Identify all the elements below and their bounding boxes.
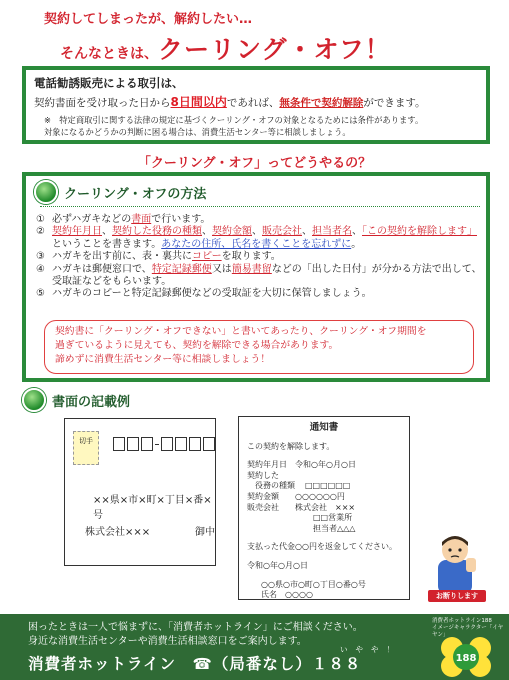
sender-name-row: 氏名 ○○○○: [261, 590, 313, 600]
postcard-back: [238, 416, 410, 600]
list-item: [36, 214, 484, 226]
footer-ruby: いやや！: [340, 645, 402, 654]
mascot-iyayan-icon: [438, 634, 494, 678]
list-item: [36, 288, 484, 300]
method-header: [34, 180, 206, 204]
header-line2: [60, 30, 391, 66]
recipient-honorific: 御中: [195, 527, 215, 538]
mascot-number: 188: [455, 653, 477, 664]
method-title: クーリング・オフの方法: [64, 186, 207, 202]
sender-address: ○○県○市○町○丁目○番○号: [261, 579, 366, 589]
notice-title: 通知書: [309, 422, 339, 433]
info-text-a: 契約書面を受け取った日から: [34, 97, 171, 109]
method-box: [22, 172, 490, 382]
step-text: 契約年月日、契約した役務の種類、契約金額、販売会社、担当者名、「この契約を解除します」ということを書きます。あなたの住所、氏名を書くことを忘れずに。: [52, 226, 477, 250]
footer-mini2: イメージキャラクター「イヤヤン」: [432, 625, 504, 638]
warning-line3: 諦めずに消費生活センター等に相談しましょう！: [55, 354, 271, 365]
refuse-badge: お断りします: [428, 590, 486, 602]
list-item: [36, 251, 484, 263]
notice-row: 販売会社 株式会社 ×××: [247, 502, 356, 512]
step-text: ハガキのコピーと特定記録郵便などの受取証を大切に保管しましょう。: [52, 288, 372, 300]
zip-boxes: [113, 437, 215, 451]
notice-row: 契約年月日 令和○年○月○日: [247, 460, 356, 470]
header-line1: 契約してしまったが、解約したい…: [44, 12, 253, 27]
list-item: [36, 226, 484, 251]
info-days: 8日間以内: [170, 95, 227, 109]
warning-box: [44, 320, 474, 374]
step-text: 必ずハガキなどの書面で行います。: [52, 214, 211, 225]
sample-title: 書面の記載例: [52, 394, 131, 410]
question-heading: 「クーリング・オフ」ってどうやるの？: [137, 156, 372, 171]
notice-date: 令和○年○月○日: [247, 560, 308, 570]
info-text-b: であれば、: [226, 97, 280, 109]
step-number: ⑤: [36, 288, 45, 300]
green-dot-icon: [34, 180, 58, 204]
footer-line2: 身近な消費生活センターや消費生活相談窓口をご案内します。: [28, 636, 307, 647]
postcard-front: [64, 418, 216, 566]
info-note1: ※ 特定商取引に関する法律の規定に基づくクーリング・オフの対象となるためには条件があります。: [44, 115, 424, 125]
notice-body: この契約を解除します。: [247, 441, 335, 451]
notice-row: 担当者△△△: [313, 523, 356, 533]
header-cooling-off: クーリング・オフ！: [158, 35, 391, 64]
step-number: ④: [36, 263, 45, 275]
step-text: ハガキを出す前に、表・裏共にコピーを取ります。: [52, 251, 281, 263]
steps-list: [36, 214, 484, 301]
info-text-d: ができます。: [363, 97, 426, 109]
info-line2: [34, 93, 480, 110]
notice-refund: 支払った代金○○円を返金してください。: [247, 542, 397, 552]
recipient-company: 株式会社×××: [85, 527, 151, 538]
footer-mini1: 消費者ホットライン188: [432, 618, 492, 624]
footer: [0, 614, 509, 680]
warning-line2: 過ぎているように見えても、契約を解除できる場合があります。: [55, 340, 339, 351]
info-box: [22, 66, 490, 144]
step-number: ③: [36, 251, 45, 263]
list-item: [36, 264, 484, 289]
info-unconditional: 無条件で契約解除: [279, 97, 364, 109]
notice-row: □□営業所: [313, 513, 353, 523]
step-number: ②: [36, 226, 45, 238]
notice-row: 役務の種類 □□□□□□: [247, 481, 351, 491]
recipient-company-row: [85, 523, 215, 538]
green-dot-icon: [22, 388, 46, 412]
divider: [40, 206, 480, 207]
notice-row: 契約金額 ○○○○○○円: [247, 491, 345, 501]
notice-row: 契約した: [247, 470, 279, 480]
footer-line1: 困ったときは一人で悩まずに、「消費者ホットライン」にご相談ください。: [28, 622, 363, 633]
info-note2: 対象になるかどうかの判断に困る場合は、消費生活センター等に相談しましょう。: [44, 127, 351, 137]
warning-line1: 契約書に「クーリング・オフできない」と書いてあったり、クーリング・オフ期間を: [55, 326, 427, 337]
header-prefix: そんなときは、: [60, 46, 158, 62]
recipient-address: ××県×市×町×丁目×番×号: [93, 495, 212, 521]
refusing-person-icon: [430, 530, 480, 594]
hotline-number: 消費者ホットライン ☎（局番なし）１８８: [28, 655, 362, 673]
stamp-box: 切手: [73, 431, 99, 465]
sample-header: [22, 388, 130, 412]
info-line1: 電話勧誘販売による取引は、: [34, 76, 184, 90]
info-note: [34, 114, 480, 138]
step-number: ①: [36, 214, 45, 225]
step-text: ハガキは郵便窓口で、特定記録郵便又は簡易書留などの「出した日付」が分かる方法で出して、受取証などをもらいます。: [52, 263, 482, 288]
